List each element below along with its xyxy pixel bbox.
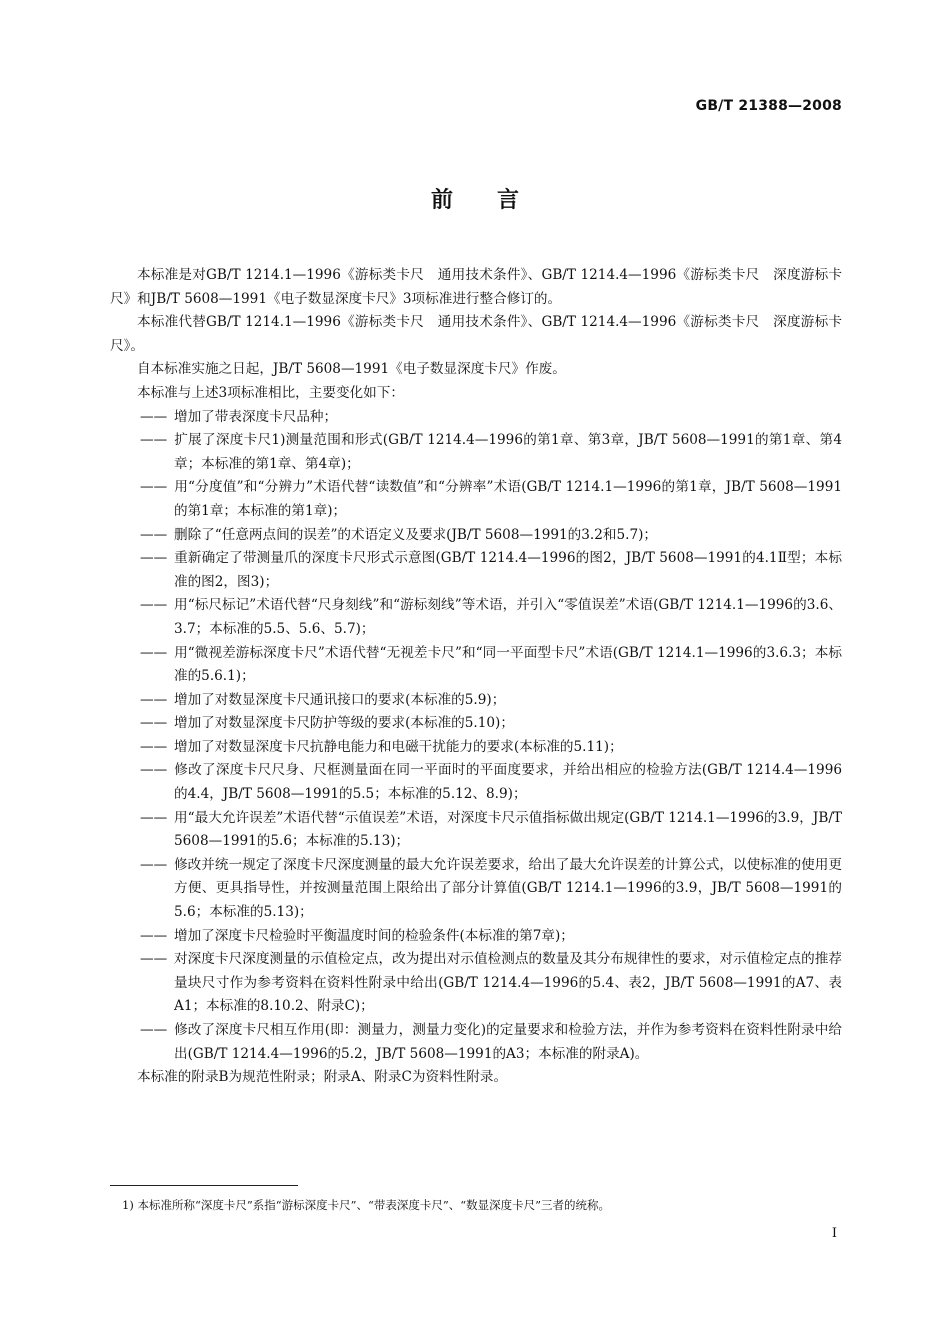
intro-paragraph: 自本标准实施之日起，JB/T 5608—1991《电子数显深度卡尺》作废。: [137, 361, 566, 378]
dash-mark: ——: [140, 738, 168, 755]
dash-mark: ——: [140, 951, 168, 968]
change-item: —— 修改了深度卡尺尺身、尺框测量面在同一平面时的平面度要求，并给出相应的检验方法(GB/T 1214.4—1996的4.4，JB/T 5608—1991的5.5；本标准的5.12、8.9)；: [110, 759, 842, 806]
dash-mark: ——: [140, 479, 168, 496]
dash-mark: ——: [140, 927, 168, 944]
dash-mark: ——: [140, 1022, 168, 1038]
change-item: —— 修改了深度卡尺相互作用(即：测量力，测量力变化)的定量要求和检验方法，并作为参考资料在资料性附录中给出(GB/T 1214.4—1996的5.2，JB/T 5608—1991的A3；本标准的附录A)。: [110, 1019, 842, 1066]
foreword-body: [110, 264, 842, 1090]
dash-mark: ——: [140, 526, 168, 543]
change-item: —— 增加了对数显深度卡尺通讯接口的要求(本标准的5.9)；: [110, 689, 842, 713]
change-item: —— 扩展了深度卡尺1)测量范围和形式(GB/T 1214.4—1996的第1章、第3章，JB/T 5608—1991的第1章、第4章；本标准的第1章、第4章)；: [110, 429, 842, 476]
dash-mark: ——: [140, 408, 168, 425]
standard-code: GB/T 21388—2008: [695, 98, 842, 114]
footnote: 1) 本标准所称“深度卡尺”系指“游标深度卡尺”、“带表深度卡尺”、“数显深度卡尺”三者的统称。: [122, 1198, 610, 1212]
dash-mark: ——: [140, 762, 168, 779]
dash-mark: ——: [140, 644, 168, 661]
page-number: I: [831, 1226, 837, 1241]
change-item: —— 重新确定了带测量爪的深度卡尺形式示意图(GB/T 1214.4—1996的图2，JB/T 5608—1991的4.1Ⅱ型；本标准的图2，图3)；: [110, 547, 842, 594]
dash-mark: ——: [140, 691, 168, 708]
change-item: —— 对深度卡尺深度测量的示值检定点，改为提出对示值检测点的数量及其分布规律性的要求，对示值检定点的推荐量块尺寸作为参考资料在资料性附录中给出(GB/T 1214.4—1996的5.4、表2，JB/T 5608—1991的A7、表A1；本标准的8.10.2、附录C)；: [110, 948, 842, 1019]
dash-mark: ——: [140, 715, 168, 732]
change-item: —— 用“微视差游标深度卡尺”术语代替“无视差卡尺”和“同一平面型卡尺”术语(GB/T 1214.1—1996的3.6.3；本标准的5.6.1)；: [110, 642, 842, 689]
change-item: —— 用“标尺标记”术语代替“尺身刻线”和“游标刻线”等术语，并引入“零值误差”术语(GB/T 1214.1—1996的3.6、3.7；本标准的5.5、5.6、5.7)；: [110, 594, 842, 641]
footnote-rule: [110, 1185, 298, 1186]
intro-paragraph: 本标准与上述3项标准相比，主要变化如下：: [137, 384, 404, 401]
dash-mark: ——: [140, 809, 168, 826]
change-item: —— 用“分度值”和“分辨力”术语代替“读数值”和“分辨率”术语(GB/T 1214.1—1996的第1章，JB/T 5608—1991的第1章；本标准的第1章)；: [110, 476, 842, 523]
dash-mark: ——: [140, 432, 168, 449]
change-item: —— 增加了带表深度卡尺品种；: [110, 406, 842, 430]
dash-mark: ——: [140, 856, 168, 873]
change-item: —— 增加了对数显深度卡尺抗静电能力和电磁干扰能力的要求(本标准的5.11)；: [110, 736, 842, 760]
change-item: —— 用“最大允许误差”术语代替“示值误差”术语，对深度卡尺示值指标做出规定(GB/T 1214.1—1996的3.9，JB/T 5608—1991的5.6；本标准的5.13)；: [110, 807, 842, 854]
change-item: —— 增加了深度卡尺检验时平衡温度时间的检验条件(本标准的第7章)；: [110, 925, 842, 949]
closing-paragraph: 本标准的附录B为规范性附录；附录A、附录C为资料性附录。: [137, 1069, 508, 1086]
intro-paragraph: 本标准代替GB/T 1214.1—1996《游标类卡尺 通用技术条件》、GB/T 1214.4—1996《游标类卡尺 深度游标卡尺》。: [110, 314, 842, 354]
dash-mark: ——: [140, 597, 168, 614]
intro-paragraph: 本标准是对GB/T 1214.1—1996《游标类卡尺 通用技术条件》、GB/T 1214.4—1996《游标类卡尺 深度游标卡尺》和JB/T 5608—1991《电子数显深度卡尺》3项标准进行整合修订的。: [110, 267, 842, 307]
change-item: —— 删除了“任意两点间的误差”的术语定义及要求(JB/T 5608—1991的3.2和5.7)；: [110, 524, 842, 548]
page-title: 前言: [430, 188, 563, 213]
change-item: —— 增加了对数显深度卡尺防护等级的要求(本标准的5.10)；: [110, 712, 842, 736]
dash-mark: ——: [140, 550, 168, 567]
change-item: —— 修改并统一规定了深度卡尺深度测量的最大允许误差要求，给出了最大允许误差的计算公式，以使标准的使用更方便、更具指导性，并按测量范围上限给出了部分计算值(GB/T 1214.1—1996的3.9，JB/T 5608—1991的5.6；本标准的5.13)；: [110, 854, 842, 925]
